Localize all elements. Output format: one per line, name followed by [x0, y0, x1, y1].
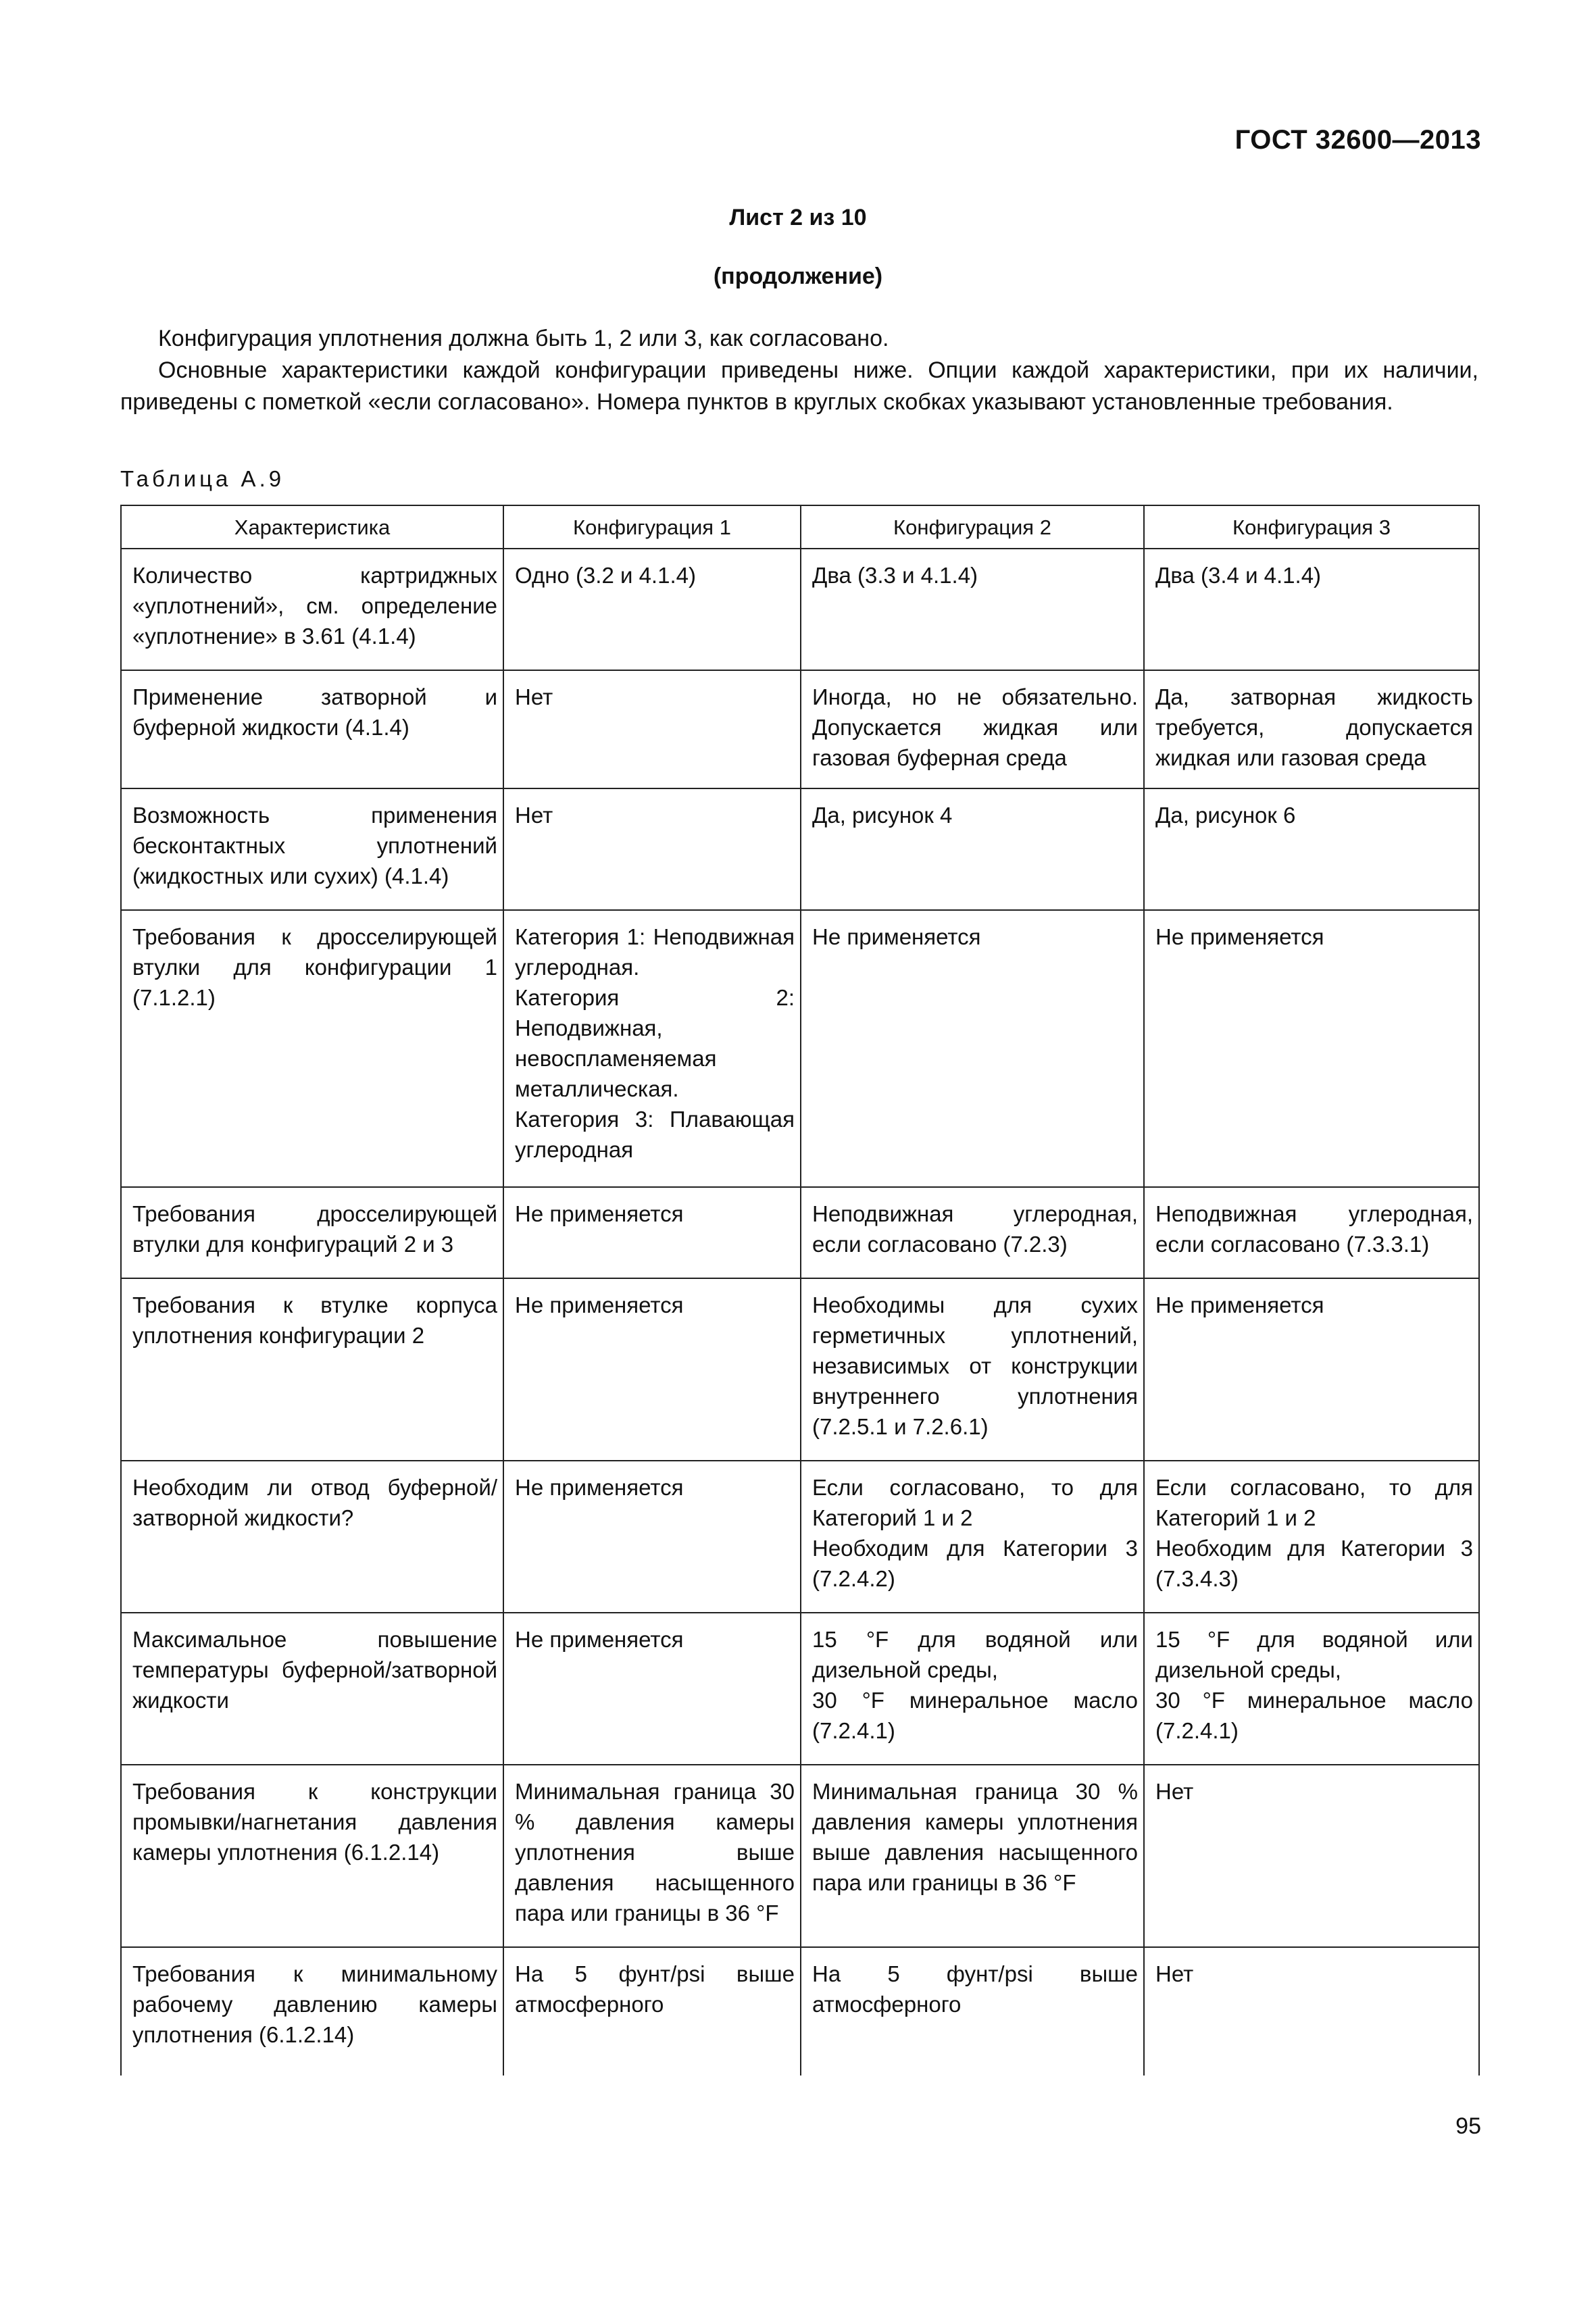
characteristic-cell — [121, 1613, 503, 1765]
configuration-3-cell — [1144, 788, 1479, 910]
configuration-2-cell — [801, 549, 1144, 670]
cell-text: Необходим для Категории 3 (7.3.4.3) — [1155, 1536, 1473, 1591]
cell-text: 15 °F для водяной или дизельной среды, — [1155, 1627, 1473, 1682]
configuration-2-cell — [801, 1765, 1144, 1947]
cell-text: 15 °F для водяной или дизельной среды, — [812, 1627, 1138, 1682]
configuration-3-cell — [1144, 1187, 1479, 1278]
table-row — [121, 1765, 1479, 1947]
cell-text: Два (3.3 и 4.1.4) — [812, 563, 978, 588]
cell-text: Требования к дросселирующей втулки для конфигурации 1 (7.1.2.1) — [132, 924, 497, 1010]
table-caption: Таблица А.9 — [120, 466, 285, 491]
table-body — [121, 549, 1479, 2076]
characteristic-cell — [121, 910, 503, 1187]
table-row — [121, 1187, 1479, 1278]
column-header: Конфигурация 1 — [503, 505, 801, 549]
cell-text: Нет — [1155, 1961, 1194, 1986]
cell-text: Требования дросселирующей втулки для конфигураций 2 и 3 — [132, 1201, 497, 1257]
cell-text: Необходимы для сухих герметичных уплотнений, независимых от конструкции внутреннего уплотнения (7.2.5.1 и 7.2.6.1) — [812, 1292, 1138, 1439]
cell-text: Требования к конструкции промывки/нагнетания давления камеры уплотнения (6.1.2.14) — [132, 1779, 497, 1865]
characteristic-cell — [121, 670, 503, 788]
configuration-3-cell — [1144, 1278, 1479, 1461]
configuration-2-cell — [801, 1613, 1144, 1765]
cell-text: Категория 1: Неподвижная углеродная. — [515, 924, 795, 980]
cell-text: Минимальная граница 30 % давления камеры уплотнения выше давления насыщенного пара или границы в 36 °F — [515, 1779, 795, 1926]
cell-text: Не применяется — [1155, 1292, 1324, 1317]
configuration-3-cell — [1144, 670, 1479, 788]
configuration-2-cell — [801, 910, 1144, 1187]
table-row — [121, 788, 1479, 910]
table-row — [121, 1947, 1479, 2076]
cell-text: Да, рисунок 6 — [1155, 803, 1296, 828]
cell-text: Если согласовано, то для Категорий 1 и 2 — [1155, 1475, 1473, 1530]
cell-text: Иногда, но не обязательно. Допускается жидкая или газовая буферная среда — [812, 684, 1138, 770]
cell-text: Требования к втулке корпуса уплотнения конфигурации 2 — [132, 1292, 497, 1348]
cell-text: Если согласовано, то для Категорий 1 и 2 — [812, 1475, 1138, 1530]
cell-text: Нет — [1155, 1779, 1194, 1804]
table-row — [121, 1613, 1479, 1765]
cell-text: Необходим ли отвод буферной/затворной жидкости? — [132, 1475, 497, 1530]
cell-text: Одно (3.2 и 4.1.4) — [515, 563, 696, 588]
configuration-1-cell — [503, 549, 801, 670]
column-header: Конфигурация 3 — [1144, 505, 1479, 549]
configuration-1-cell — [503, 1187, 801, 1278]
cell-text: 30 °F минеральное масло (7.2.4.1) — [812, 1688, 1138, 1743]
configuration-3-cell — [1144, 549, 1479, 670]
continued-label: (продолжение) — [713, 263, 883, 289]
configuration-3-cell — [1144, 910, 1479, 1187]
cell-text: Нет — [515, 684, 553, 709]
configuration-2-cell — [801, 1947, 1144, 2076]
configuration-3-cell — [1144, 1765, 1479, 1947]
configuration-1-cell — [503, 1278, 801, 1461]
configuration-1-cell — [503, 910, 801, 1187]
configuration-1-cell — [503, 1461, 801, 1613]
cell-text: Не применяется — [515, 1292, 684, 1317]
cell-text: Применение затворной и буферной жидкости (4.1.4) — [132, 684, 497, 740]
standard-code: ГОСТ 32600—2013 — [1235, 125, 1481, 155]
configuration-1-cell — [503, 1613, 801, 1765]
requirements-table — [120, 505, 1480, 2076]
cell-text: На 5 фунт/psi выше атмосферного — [515, 1961, 795, 2017]
table-row — [121, 1461, 1479, 1613]
configuration-1-cell — [503, 1947, 801, 2076]
cell-text: Количество картриджных «уплотнений», см. определение «уплотнение» в 3.61 (4.1.4) — [132, 563, 497, 649]
cell-text: Не применяется — [812, 924, 981, 949]
cell-text: Возможность применения бесконтактных уплотнений (жидкостных или сухих) (4.1.4) — [132, 803, 497, 888]
table-row — [121, 549, 1479, 670]
intro-text — [120, 323, 1478, 418]
table-row — [121, 910, 1479, 1187]
table-header-row — [121, 505, 1479, 549]
configuration-2-cell — [801, 670, 1144, 788]
cell-text: Максимальное повышение температуры буферной/затворной жидкости — [132, 1627, 497, 1713]
intro-paragraph: Конфигурация уплотнения должна быть 1, 2 или 3, как согласовано. — [158, 326, 889, 351]
cell-text: Не применяется — [515, 1475, 684, 1500]
cell-text: Категория 3: Плавающая углеродная — [515, 1107, 795, 1162]
characteristic-cell — [121, 788, 503, 910]
table-row — [121, 1278, 1479, 1461]
column-header: Конфигурация 2 — [801, 505, 1144, 549]
cell-text: Категория 2: Неподвижная, невоспламеняемая металлическая. — [515, 985, 795, 1101]
configuration-2-cell — [801, 1278, 1144, 1461]
configuration-2-cell — [801, 788, 1144, 910]
page-number: 95 — [1455, 2113, 1481, 2139]
configuration-1-cell — [503, 1765, 801, 1947]
cell-text: Неподвижная углеродная, если согласовано (7.3.3.1) — [1155, 1201, 1473, 1257]
configuration-3-cell — [1144, 1947, 1479, 2076]
cell-text: Требования к минимальному рабочему давлению камеры уплотнения (6.1.2.14) — [132, 1961, 497, 2047]
cell-text: Не применяется — [515, 1627, 684, 1652]
characteristic-cell — [121, 549, 503, 670]
cell-text: Да, затворная жидкость требуется, допускается жидкая или газовая среда — [1155, 684, 1473, 770]
characteristic-cell — [121, 1187, 503, 1278]
configuration-2-cell — [801, 1461, 1144, 1613]
configuration-1-cell — [503, 670, 801, 788]
intro-paragraph: Основные характеристики каждой конфигурации приведены ниже. Опции каждой характеристики, при их наличии, приведены с пометкой «если согласовано». Номера пунктов в круглых скобках указывают установленные требования. — [120, 357, 1478, 415]
characteristic-cell — [121, 1765, 503, 1947]
sheet-label: Лист 2 из 10 — [729, 205, 867, 230]
cell-text: Нет — [515, 803, 553, 828]
configuration-1-cell — [503, 788, 801, 910]
cell-text: 30 °F минеральное масло (7.2.4.1) — [1155, 1688, 1473, 1743]
cell-text: Два (3.4 и 4.1.4) — [1155, 563, 1322, 588]
configuration-2-cell — [801, 1187, 1144, 1278]
cell-text: Не применяется — [1155, 924, 1324, 949]
cell-text: На 5 фунт/psi выше атмосферного — [812, 1961, 1138, 2017]
characteristic-cell — [121, 1947, 503, 2076]
characteristic-cell — [121, 1278, 503, 1461]
configuration-3-cell — [1144, 1613, 1479, 1765]
configuration-3-cell — [1144, 1461, 1479, 1613]
cell-text: Необходим для Категории 3 (7.2.4.2) — [812, 1536, 1138, 1591]
cell-text: Не применяется — [515, 1201, 684, 1226]
table-row — [121, 670, 1479, 788]
characteristic-cell — [121, 1461, 503, 1613]
cell-text: Неподвижная углеродная, если согласовано (7.2.3) — [812, 1201, 1138, 1257]
cell-text: Да, рисунок 4 — [812, 803, 953, 828]
column-header: Характеристика — [121, 505, 503, 549]
cell-text: Минимальная граница 30 % давления камеры уплотнения выше давления насыщенного пара или границы в 36 °F — [812, 1779, 1138, 1895]
